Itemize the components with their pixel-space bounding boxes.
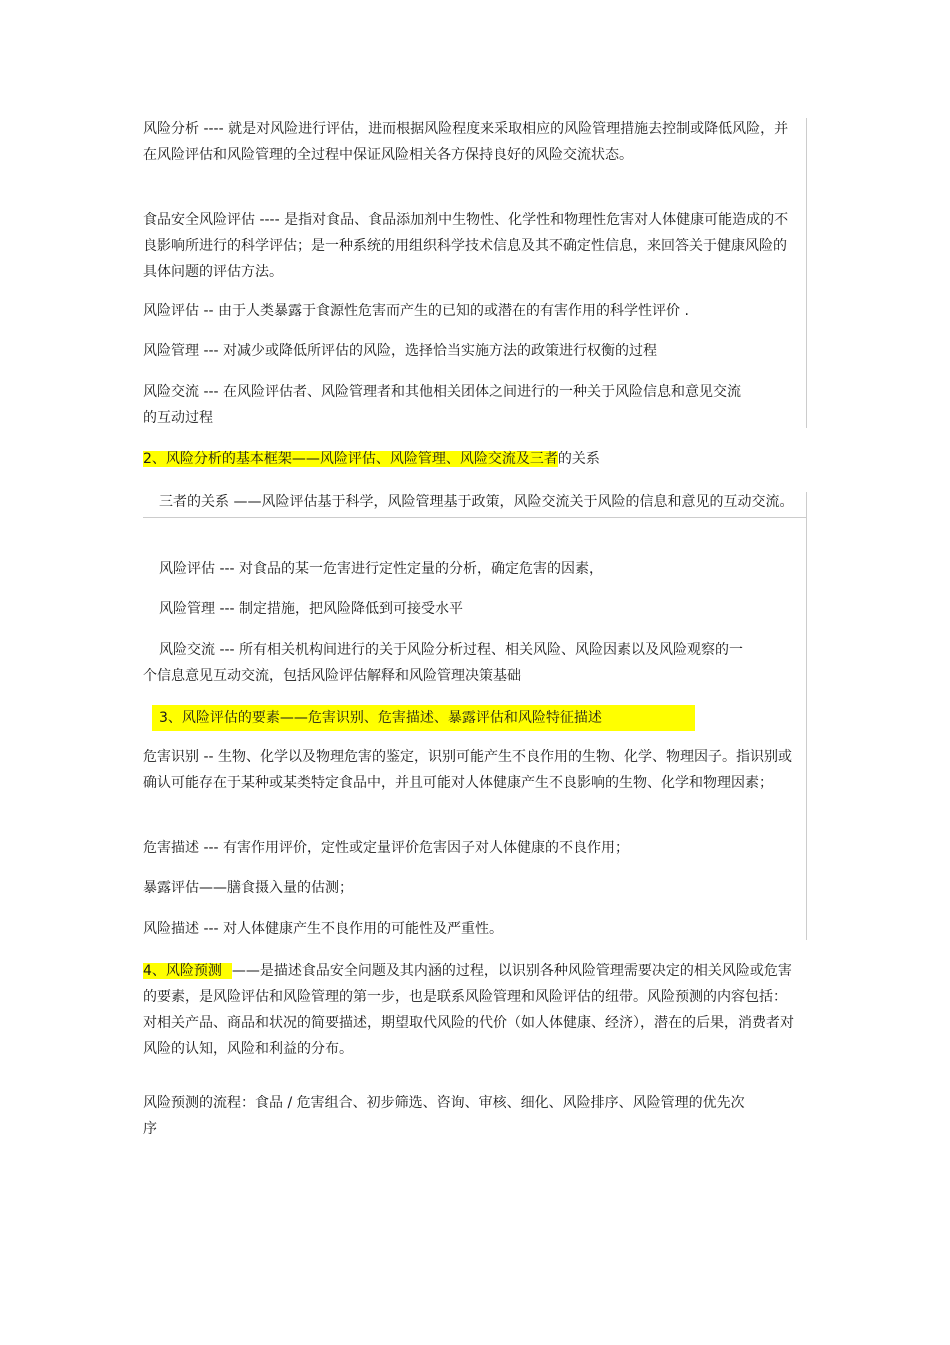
- heading-section-2: [143, 446, 798, 472]
- paragraph-risk-assessment-brief: 风险评估 --- 对食品的某一危害进行定性定量的分析，确定危害的因素，: [159, 561, 604, 577]
- paragraph-risk-assessment-definition: 风险评估 -- 由于人类暴露于食源性危害而产生的已知的或潜在的有害作用的科学性评价 .: [143, 303, 689, 319]
- paragraph-relationship: 三者的关系 ——风险评估基于科学，风险管理基于政策，风险交流关于风险的信息和意见的互动交流。: [159, 494, 794, 510]
- heading-section-3: 3、风险评估的要素——危害识别、危害描述、暴露评估和风险特征描述: [152, 705, 695, 731]
- paragraph-risk-management-brief: 风险管理 --- 制定措施，把风险降低到可接受水平: [159, 601, 464, 617]
- paragraph-food-safety-risk-assessment: 食品安全风险评估 ---- 是指对食品、食品添加剂中生物性、化学性和物理性危害对人体健康可能造成的不良影响所进行的科学评估；是一种系统的用组织科学技术信息及其不确定性信息，来回答关于健康风险的具体问题的评估方法。: [143, 212, 789, 280]
- paragraph-hazard-identification: 危害识别 -- 生物、化学以及物理危害的鉴定，识别可能产生不良作用的生物、化学、物理因子。指识别或确认可能存在于某种或某类特定食品中，并且可能对人体健康产生不良影响的生物、化学和物理因素；: [143, 749, 793, 791]
- heading-section-4-highlight: 4、风险预测: [143, 963, 232, 979]
- right-border-top: [806, 118, 807, 428]
- paragraph-risk-management-definition: 风险管理 --- 对减少或降低所评估的风险，选择恰当实施方法的政策进行权衡的过程: [143, 343, 658, 359]
- paragraph-risk-analysis: 风险分析 ---- 就是对风险进行评估，进而根据风险程度来采取相应的风险管理措施去控制或降低风险，并在风险评估和风险管理的全过程中保证风险相关各方保持良好的风险交流状态。: [143, 121, 789, 163]
- paragraph-hazard-characterization: 危害描述 --- 有害作用评价，定性或定量评价危害因子对人体健康的不良作用；: [143, 840, 630, 856]
- heading-section-2-highlight: 2、风险分析的基本框架——风险评估、风险管理、风险交流及三者: [143, 451, 558, 467]
- paragraph-risk-profiling: [143, 958, 798, 1062]
- right-border-middle: [806, 492, 807, 940]
- paragraph-exposure-assessment: 暴露评估——膳食摄入量的估测；: [143, 880, 353, 896]
- paragraph-risk-communication-definition: 风险交流 --- 在风险评估者、风险管理者和其他相关团体之间进行的一种关于风险信息和意见交流的互动过程: [143, 384, 742, 426]
- paragraph-risk-profiling-process: 风险预测的流程：食品 / 危害组合、初步筛选、咨询、审核、细化、风险排序、风险管理的优先次序: [143, 1095, 745, 1137]
- paragraph-risk-profiling-text: ——是描述食品安全问题及其内涵的过程，以识别各种风险管理需要决定的相关风险或危害的要素，是风险评估和风险管理的第一步，也是联系风险管理和风险评估的纽带。风险预测的内容包括：对相关产品、商品和状况的简要描述，期望取代风险的代价（如人体健康、经济），潜在的后果，消费者对风险的认知，风险和利益的分布。: [143, 963, 794, 1057]
- paragraph-risk-communication-brief: 风险交流 --- 所有相关机构间进行的关于风险分析过程、相关风险、风险因素以及风险观察的一个信息意见互动交流，包括风险评估解释和风险管理决策基础: [143, 642, 744, 684]
- heading-section-2-rest: 的关系: [557, 451, 600, 467]
- divider-line: [143, 517, 806, 518]
- paragraph-risk-characterization: 风险描述 --- 对人体健康产生不良作用的可能性及严重性。: [143, 921, 504, 937]
